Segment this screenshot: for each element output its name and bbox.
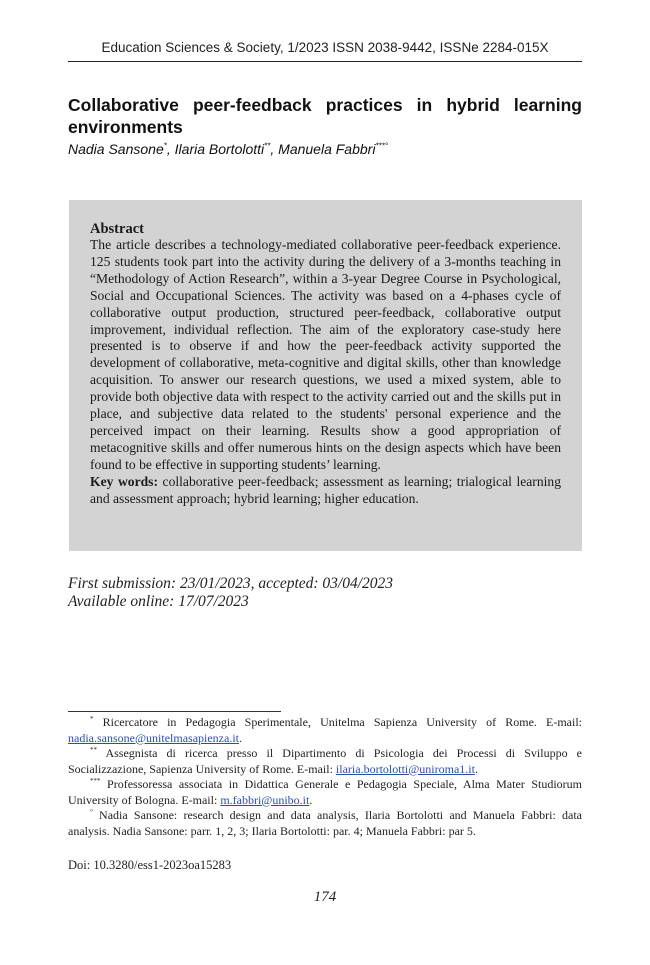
footnote-mark: ° bbox=[90, 808, 93, 816]
author-mark: ***° bbox=[375, 141, 388, 151]
article-title: Collaborative peer-feedback practices in hybrid learning environments bbox=[68, 95, 582, 137]
author-list bbox=[68, 141, 582, 157]
footnote-end: . bbox=[309, 792, 313, 807]
running-header: Education Sciences & Society, 1/2023 ISSN 2038-9442, ISSNe 2284-015X bbox=[101, 40, 549, 55]
footnote bbox=[68, 808, 582, 839]
author-name: Ilaria Bortolotti bbox=[174, 141, 265, 157]
footnote-mark: * bbox=[90, 715, 94, 723]
page-number: 174 bbox=[313, 889, 337, 905]
author-mark: * bbox=[163, 141, 167, 151]
email-link[interactable]: nadia.sansone@unitelmasapienza.it bbox=[68, 730, 239, 745]
footnote-text: Professoressa associata in Didattica Generale e Pedagogia Speciale, Alma Mater Studiorum University of Bologna. E-mail: bbox=[68, 777, 583, 807]
abstract-text: The article describes a technology-mediated collaborative peer-feedback experience. 125 students took part into the activity during the delivery of a 3-months teaching in “Methodology of Action Research”, within a 3-year Degree Course in Psychological, Social and Occupational Sciences. The activity was based on a 4-phases cycle of collaborative output production, structured peer-feedback, collaborative output improvement, individual reflection. The aim of the exploratory case-study here presented is to observe if and how the peer-feedback activity supported the development of collaborative, meta-cognitive and digital skills, other than knowledge acquisition. To answer our research questions, we used a mixed system, able to provide both objective data with respect to the activity carried out and the skills put in place, and subjective data related to the students' personal experience and the perceived impact on their learning. Results show a good appropriation of metacognitive skills and offer numerous hints on the design aspects which have been found to be effective in supporting students’ learning. bbox=[90, 237, 561, 472]
doi: Doi: 10.3280/ess1-2023oa15283 bbox=[68, 858, 232, 872]
author-separator: , bbox=[166, 141, 175, 157]
footnote bbox=[68, 777, 582, 808]
footnote-mark: *** bbox=[90, 777, 101, 785]
footnote-text: Assegnista di ricerca presso il Dipartimento di Psicologia dei Processi di Sviluppo e Socializzazione, Sapienza University of Rome. E-mail: bbox=[68, 746, 583, 776]
footnote-end: . bbox=[474, 761, 478, 776]
footnotes bbox=[68, 715, 582, 839]
online-date: Available online: 17/07/2023 bbox=[68, 593, 249, 610]
header-divider bbox=[68, 61, 582, 62]
footnote-mark: ** bbox=[90, 746, 97, 754]
footnote bbox=[68, 746, 582, 777]
email-link[interactable]: ilaria.bortolotti@uniroma1.it bbox=[335, 761, 475, 776]
keywords-text: collaborative peer-feedback; assessment as learning; trialogical learning and assessment approach; hybrid learning; higher education. bbox=[90, 473, 561, 506]
abstract-box bbox=[69, 200, 582, 551]
author-name: Manuela Fabbri bbox=[278, 141, 376, 157]
footnote-text: Nadia Sansone: research design and data analysis, Ilaria Bortolotti and Manuela Fabbri: data analysis. Nadia Sansone: parr. 1, 2, 3; Ilaria Bortolotti: par. 4; Manuela Fabbri: par 5. bbox=[68, 808, 582, 838]
abstract-heading: Abstract bbox=[90, 221, 144, 237]
email-link[interactable]: m.fabbri@unibo.it bbox=[220, 792, 310, 807]
footnote-divider bbox=[68, 711, 281, 712]
keywords-label: Key words: bbox=[90, 473, 158, 489]
footnote bbox=[68, 715, 582, 746]
author-mark: ** bbox=[264, 141, 271, 151]
author-separator: , bbox=[270, 141, 279, 157]
keywords bbox=[90, 474, 561, 508]
submission-date: First submission: 23/01/2023, accepted: 03/04/2023 bbox=[68, 575, 394, 592]
publication-dates bbox=[68, 575, 582, 611]
footnote-end: . bbox=[239, 730, 242, 745]
footnote-text: Ricercatore in Pedagogia Sperimentale, Unitelma Sapienza University of Rome. E-mail: bbox=[102, 715, 583, 729]
author-name: Nadia Sansone bbox=[68, 141, 164, 157]
